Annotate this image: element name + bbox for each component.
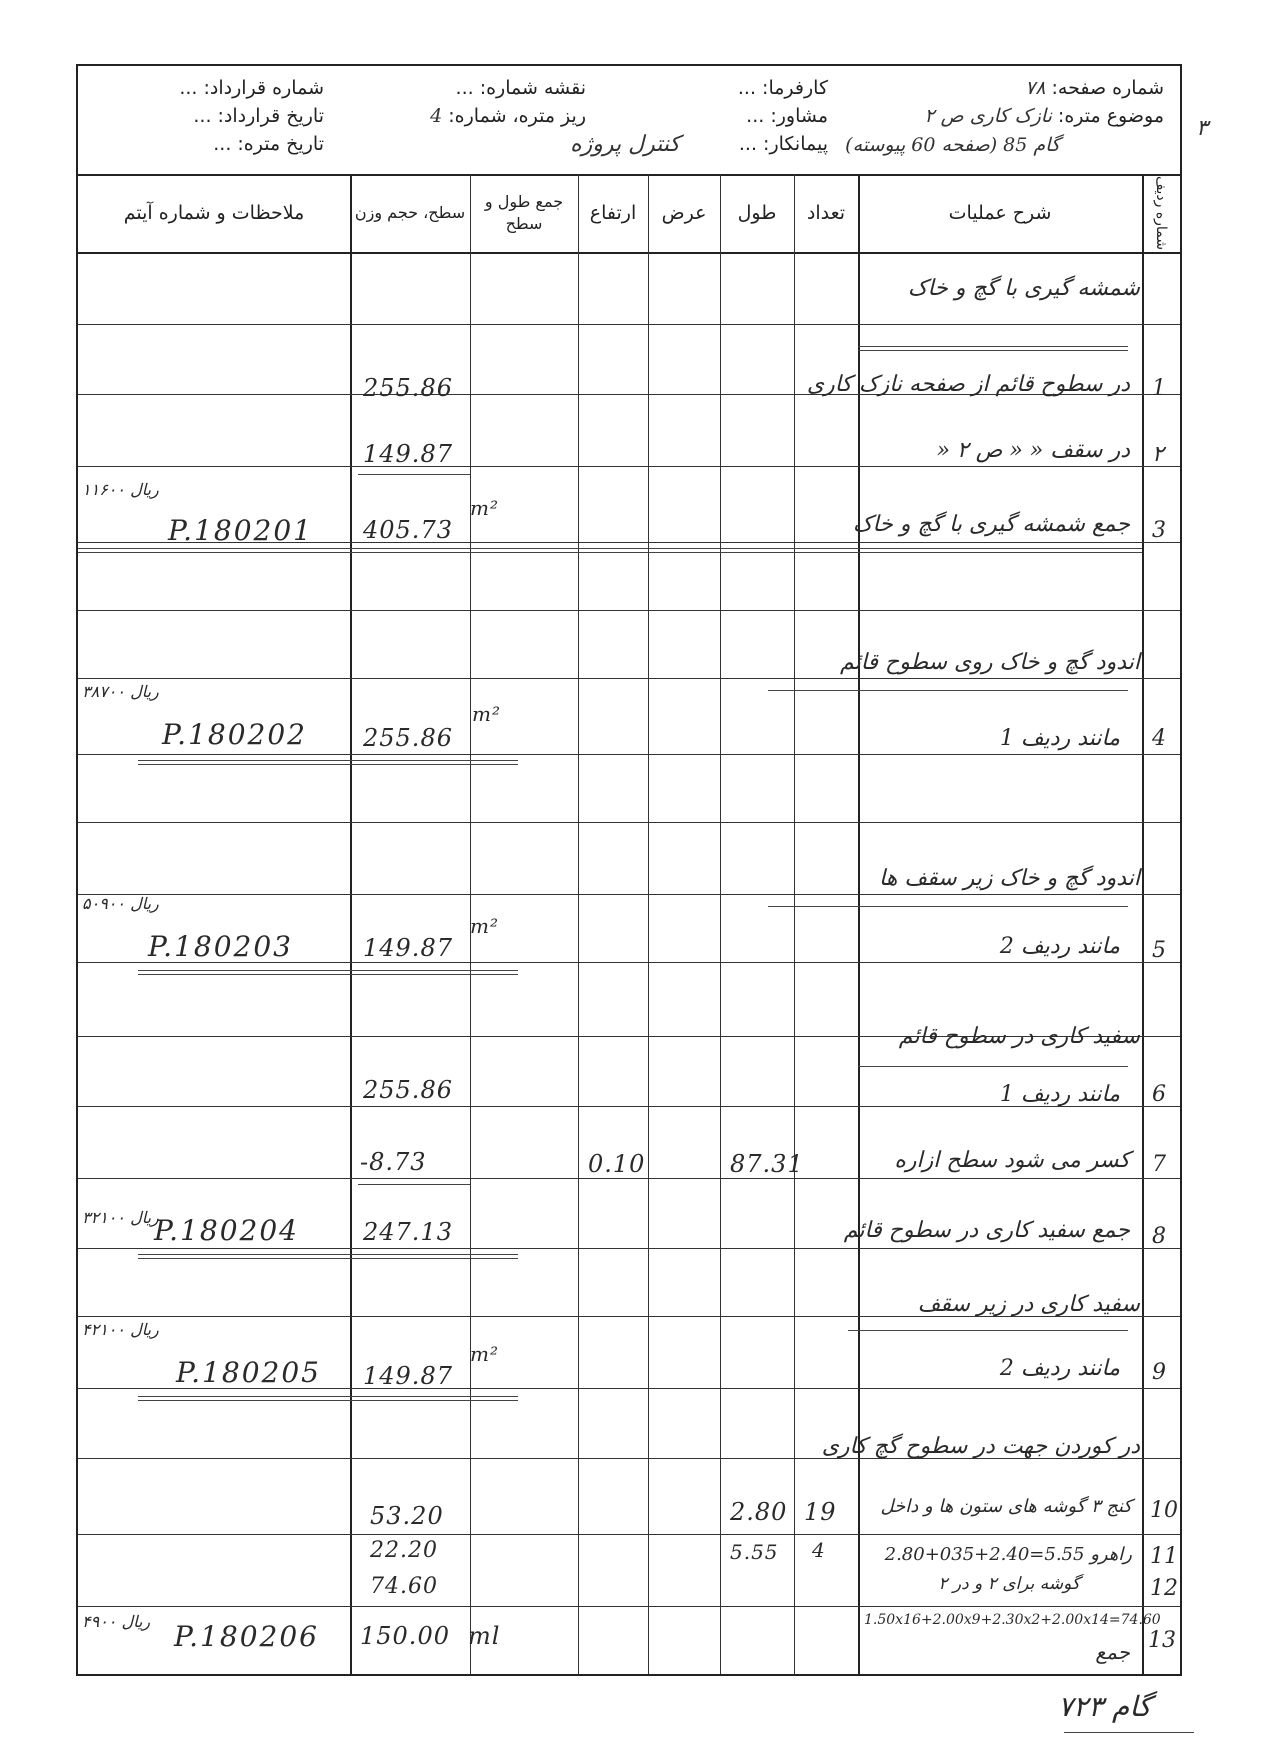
grid-hline [78, 1606, 1180, 1607]
grid-vline [794, 174, 795, 1674]
row-area: 149.87 [363, 1362, 453, 1390]
metre-date-label: تاریخ متره: ... [213, 133, 324, 155]
grid-hline [78, 1534, 1180, 1535]
grid-vline [1142, 174, 1144, 1674]
row-number: 4 [1152, 726, 1166, 751]
row-number: 5 [1152, 938, 1166, 963]
item-price: ۳۸۷۰۰ ریال [82, 682, 159, 701]
row-desc: در سقف « « ص ۲ « [936, 438, 1130, 463]
row-number: 6 [1152, 1082, 1166, 1107]
row-desc: کنج ۳ گوشه های ستون ها و داخل [880, 1496, 1132, 1517]
item-code[interactable]: P.180203 [148, 930, 293, 963]
row-area: -8.73 [360, 1148, 427, 1176]
col-height: ارتفاع [589, 202, 637, 224]
grid-hline [78, 754, 1180, 755]
col-count: تعداد [806, 202, 846, 224]
grid-hline [78, 324, 1180, 325]
row-area: 53.20 [370, 1502, 444, 1530]
row-count: 4 [812, 1538, 826, 1562]
page-number-line [924, 74, 1164, 102]
row-desc: 2.80+035+2.40=5.55 راهرو [884, 1544, 1132, 1565]
row-desc: جمع شمشه گیری با گچ و خاک [852, 512, 1130, 537]
sum-line [358, 474, 470, 475]
drawing-number-label: نقشه شماره: ... [455, 77, 586, 99]
grid-vline [720, 174, 721, 1674]
item-price: ۳۲۱۰۰ ریال [82, 1208, 159, 1227]
section-title: اندود گچ و خاک روی سطوح قائم [840, 650, 1140, 675]
row-unit: m² [470, 1342, 499, 1366]
item-code[interactable]: P.180206 [174, 1620, 319, 1653]
title-underline [768, 906, 1128, 907]
row-unit: m² [470, 914, 499, 938]
title-underline [858, 1066, 1128, 1067]
section-title: در کوردن جهت در سطوح گچ کاری [821, 1434, 1140, 1459]
row-number: 7 [1152, 1152, 1166, 1177]
col-area-vol-weight: سطح، حجم وزن [354, 203, 466, 222]
metre-detail-value: 4 [430, 105, 443, 127]
grid-hline [78, 466, 1180, 467]
row-length: 2.80 [730, 1498, 788, 1526]
row-height: 0.10 [588, 1150, 646, 1178]
total-double-line [138, 1396, 518, 1401]
title-underline [858, 346, 1128, 347]
grid-vline [648, 174, 649, 1674]
metre-detail-line [430, 102, 586, 130]
metre-subject-label: موضوع متره: [1057, 105, 1164, 127]
col-desc: شرح عملیات [948, 202, 1052, 224]
row-number: 10 [1150, 1498, 1178, 1523]
section-title: شمشه گیری با گچ و خاک [907, 276, 1140, 301]
item-code[interactable]: P.180202 [162, 718, 307, 751]
row-desc: کسر می شود سطح ازاره [894, 1148, 1130, 1173]
row-number: ۲ [1152, 442, 1164, 467]
total-double-line [78, 548, 1142, 553]
row-area: 150.00 [360, 1622, 450, 1650]
row-length: 87.31 [730, 1150, 804, 1178]
section-title: اندود گچ و خاک زیر سقف ها [879, 866, 1140, 891]
metre-subject-line [924, 102, 1164, 130]
row-number: 9 [1152, 1360, 1166, 1385]
page-ref-note: گام 85 (صفحه 60 پیوسته) [845, 134, 1060, 156]
title-underline [848, 1330, 1128, 1331]
item-price: ۴۹۰۰ ریال [82, 1612, 151, 1631]
row-desc: جمع سفید کاری در سطوح قائم [843, 1218, 1130, 1243]
item-price: ۱۱۶۰۰ ریال [82, 480, 159, 499]
col-row-no: شماره ردیف [1153, 175, 1169, 251]
grid-hline [78, 894, 1180, 895]
row-unit: ml [468, 1622, 501, 1650]
page-number-value: ۷۸ [1025, 77, 1046, 99]
employer-label: کارفرما: ... [737, 77, 828, 99]
row-length: 5.55 [730, 1540, 779, 1564]
row-number: 11 [1150, 1544, 1178, 1569]
row-number: 12 [1150, 1576, 1178, 1601]
contractor-label: پیمانکار: ... [738, 133, 828, 155]
row-desc: مانند ردیف 1 [999, 1082, 1120, 1107]
row-number: 3 [1152, 518, 1166, 543]
grid-vline [578, 174, 579, 1674]
footer-note: گام ۷۲۳ [1058, 1690, 1152, 1723]
control-note: کنترل پروژه [570, 132, 680, 157]
row-desc: در سطوح قائم از صفحه نازک کاری [806, 372, 1130, 397]
header-right-block [924, 74, 1164, 130]
col-sum-len-area: جمع طول و سطح [484, 192, 564, 233]
col-notes: ملاحظات و شماره آیتم [123, 202, 305, 224]
row-desc: مانند ردیف 2 [999, 934, 1120, 959]
grid-vline [350, 174, 352, 1674]
item-code[interactable]: P.180205 [176, 1356, 321, 1389]
header-contract-block [179, 74, 324, 158]
sheet-header [78, 66, 1208, 176]
row-area: 255.86 [363, 724, 453, 752]
section-title: سفید کاری در زیر سقف [917, 1292, 1140, 1317]
row-calc: 1.50x16+2.00x9+2.30x2+2.00x14=74.60 [864, 1612, 1161, 1628]
item-price: ۴۲۱۰۰ ریال [82, 1320, 159, 1339]
row-count: 19 [804, 1498, 837, 1526]
title-underline [768, 690, 1128, 691]
row-area: 405.73 [363, 516, 453, 544]
row-area: 255.86 [363, 1076, 453, 1104]
header-drawing-block [430, 74, 586, 130]
metre-detail-label: ریز متره، شماره: [448, 105, 586, 127]
row-desc: مانند ردیف 1 [999, 726, 1120, 751]
item-price: ۵۰۹۰۰ ریال [82, 894, 159, 913]
footer-underline [1064, 1732, 1194, 1733]
header-party-block [738, 74, 828, 158]
row-area: 22.20 [370, 1538, 438, 1563]
item-code[interactable]: P.180201 [168, 514, 313, 547]
row-area: 247.13 [363, 1218, 453, 1246]
grid-hline [78, 822, 1180, 823]
grid-hline [78, 1248, 1180, 1249]
sum-line [358, 1184, 470, 1185]
row-desc: مانند ردیف 2 [999, 1356, 1120, 1381]
total-double-line [138, 760, 518, 765]
contract-number-label: شماره قرارداد: ... [179, 77, 324, 99]
row-desc: گوشه برای ۲ و در ۲ [938, 1574, 1080, 1594]
consultant-label: مشاور: ... [746, 105, 828, 127]
col-length: طول [737, 202, 777, 224]
section-title: سفید کاری در سطوح قائم [898, 1024, 1140, 1049]
col-width: عرض [661, 202, 707, 224]
total-double-line [138, 1254, 518, 1259]
metre-sheet [76, 64, 1208, 1676]
row-area: 74.60 [370, 1574, 438, 1599]
item-code[interactable]: P.180204 [154, 1214, 299, 1247]
metre-subject-value: نازک کاری ص ۲ [924, 105, 1052, 127]
row-area: 149.87 [363, 440, 453, 468]
row-desc: جمع [1095, 1640, 1130, 1664]
page-number-label: شماره صفحه: [1051, 77, 1164, 99]
row-number: 8 [1152, 1224, 1166, 1249]
contract-date-label: تاریخ قرارداد: ... [193, 105, 324, 127]
row-area: 255.86 [363, 374, 453, 402]
row-number: 1 [1152, 376, 1166, 401]
row-number: 13 [1148, 1628, 1176, 1653]
row-area: 149.87 [363, 934, 453, 962]
grid-hline [78, 610, 1180, 611]
corner-mark: ۳ [1196, 116, 1208, 141]
total-double-line [138, 970, 518, 975]
row-unit: m² [470, 496, 499, 520]
title-underline [858, 350, 1128, 351]
row-unit: m² [472, 702, 501, 726]
grid-hline [78, 1178, 1180, 1179]
grid-hline [78, 678, 1180, 679]
